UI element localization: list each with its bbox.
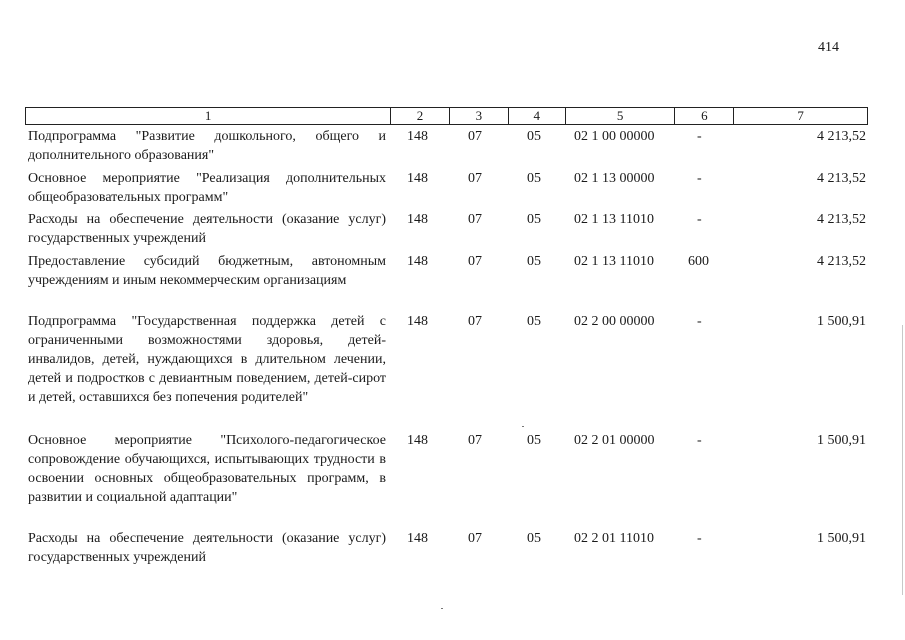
row-description: Предоставление субсидий бюджетным, автономным учреждениям и иным некоммерческим организациям: [28, 254, 386, 288]
row-subsection: 05: [527, 129, 541, 144]
row-section: 07: [468, 171, 482, 186]
row-subsection: 05: [527, 212, 541, 227]
row-subsection: 05: [527, 254, 541, 269]
row-subsection: 05: [527, 171, 541, 186]
row-target-article: 02 1 13 11010: [574, 212, 654, 227]
row-expense-type: 600: [688, 254, 709, 269]
row-grbs: 148: [407, 171, 428, 186]
scan-speck: [441, 608, 443, 609]
row-description: Основное мероприятие "Реализация дополнительных общеобразовательных программ": [28, 171, 386, 205]
row-section: 07: [468, 212, 482, 227]
row-amount: 1 500,91: [817, 531, 866, 546]
header-col-5: 5: [565, 108, 675, 124]
row-section: 07: [468, 129, 482, 144]
scan-speck: [522, 426, 524, 427]
row-description: Подпрограмма "Развитие дошкольного, общего и дополнительного образования": [28, 129, 386, 163]
page-number: 414: [818, 40, 839, 55]
row-amount: 4 213,52: [817, 212, 866, 227]
row-grbs: 148: [407, 129, 428, 144]
row-amount: 4 213,52: [817, 129, 866, 144]
row-grbs: 148: [407, 212, 428, 227]
row-section: 07: [468, 254, 482, 269]
row-expense-type: -: [697, 433, 702, 448]
row-description: Расходы на обеспечение деятельности (оказание услуг) государственных учреждений: [28, 531, 386, 565]
row-target-article: 02 1 00 00000: [574, 129, 655, 144]
header-col-7: 7: [733, 108, 867, 124]
row-grbs: 148: [407, 314, 428, 329]
scan-margin-line: [902, 325, 903, 595]
row-amount: 1 500,91: [817, 433, 866, 448]
row-subsection: 05: [527, 314, 541, 329]
row-subsection: 05: [527, 433, 541, 448]
header-col-2: 2: [390, 108, 449, 124]
row-target-article: 02 2 01 00000: [574, 433, 655, 448]
row-expense-type: -: [697, 129, 702, 144]
header-col-1: 1: [204, 108, 212, 123]
row-expense-type: -: [697, 212, 702, 227]
row-amount: 4 213,52: [817, 171, 866, 186]
row-section: 07: [468, 433, 482, 448]
row-target-article: 02 2 01 11010: [574, 531, 654, 546]
row-section: 07: [468, 531, 482, 546]
row-section: 07: [468, 314, 482, 329]
header-col-6: 6: [674, 108, 733, 124]
header-col-3: 3: [449, 108, 508, 124]
row-description: Основное мероприятие "Психолого-педагогическое сопровождение обучающихся, испытывающих трудности в освоении основных общеобразовательных программ, в развитии и социальной адаптации": [28, 433, 386, 505]
row-description: Расходы на обеспечение деятельности (оказание услуг) государственных учреждений: [28, 212, 386, 246]
row-amount: 4 213,52: [817, 254, 866, 269]
row-target-article: 02 2 00 00000: [574, 314, 655, 329]
header-col-4: 4: [508, 108, 565, 124]
row-expense-type: -: [697, 171, 702, 186]
table-header: [25, 107, 868, 125]
row-target-article: 02 1 13 00000: [574, 171, 655, 186]
row-expense-type: -: [697, 314, 702, 329]
row-expense-type: -: [697, 531, 702, 546]
row-target-article: 02 1 13 11010: [574, 254, 654, 269]
row-grbs: 148: [407, 531, 428, 546]
row-subsection: 05: [527, 531, 541, 546]
row-amount: 1 500,91: [817, 314, 866, 329]
row-grbs: 148: [407, 254, 428, 269]
row-description: Подпрограмма "Государственная поддержка детей с ограниченными возможностями здоровья, детей-инвалидов, детей, нуждающихся в длительном лечении, детей и подростков с девиантным поведением, детей-сирот и детей, оставшихся без попечения родителей": [28, 314, 386, 405]
row-grbs: 148: [407, 433, 428, 448]
